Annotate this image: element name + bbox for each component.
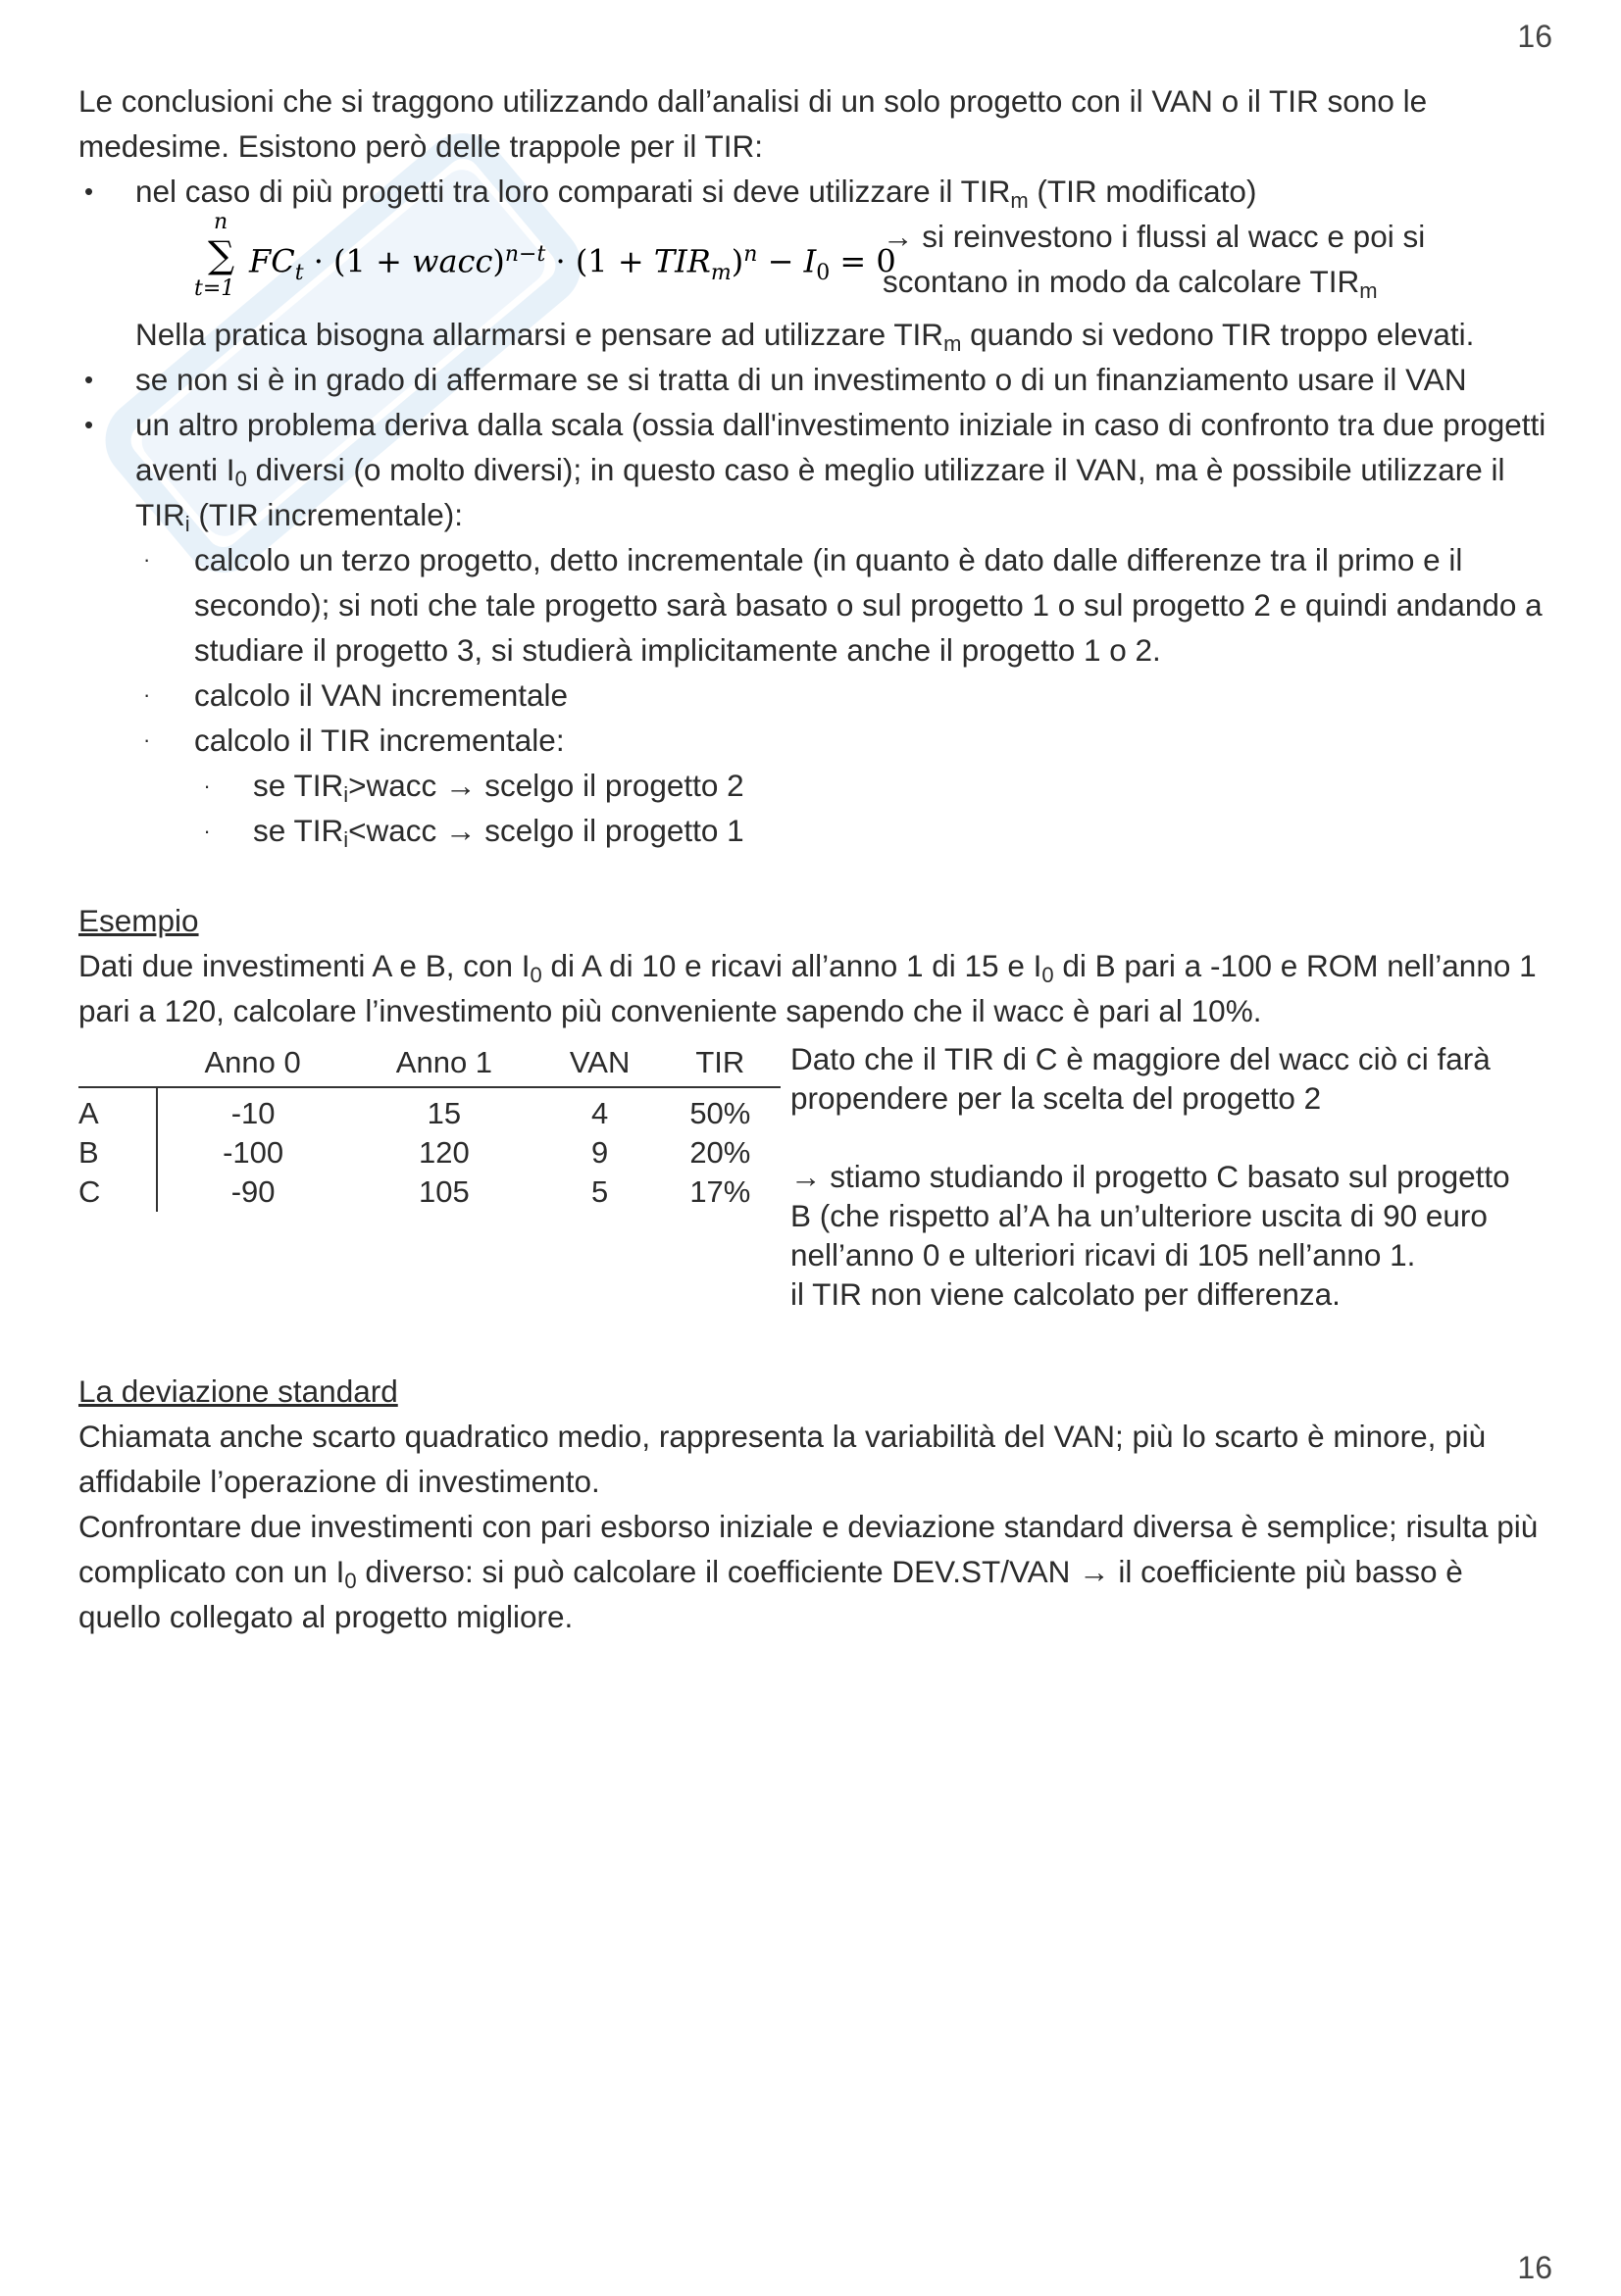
bullet-dot: · xyxy=(143,682,151,707)
table-row xyxy=(78,1087,781,1133)
table-cell: 105 xyxy=(419,1174,470,1209)
table-cell: 17% xyxy=(689,1174,751,1209)
row-label: A xyxy=(78,1087,157,1133)
formula-block xyxy=(78,210,1549,312)
table-cell: 15 xyxy=(427,1096,462,1130)
intro-paragraph: Le conclusioni che si traggono utilizzando dall’analisi di un solo progetto con il VAN o il TIR sono le medesime. Esistono però delle trappole per il TIR: xyxy=(78,83,1428,164)
bullet-tir-modified: • nel caso di più progetti tra loro comparati si deve utilizzare il $TIR_m$ (TIR modificato) xyxy=(78,169,1549,214)
table-cell: 9 xyxy=(591,1135,609,1170)
rule-choose-project-2: . se $TIR_i>wacc \to scelgo$ il progetto 2 xyxy=(78,763,1549,808)
table-header-blank xyxy=(78,1039,157,1087)
example-explanation: Dato che il TIR di C è maggiore del wacc ciò ci farà propendere per la scelta del progetto 2 → stiamo studiando il progetto C basato sul progetto B (che rispetto al’A ha un’ulteriore uscita di 90 euro nell’anno 0 e ulteriori ricavi di 105 nell’anno 1. il TIR non viene calcolato per differenza. xyxy=(790,1041,1510,1312)
table-header-row xyxy=(78,1039,781,1087)
practice-note: Nella pratica bisogna allarmarsi e pensare ad utilizzare $TIR_m$ quando si vedono TIR troppo elevati. xyxy=(135,317,1475,356)
sub-bullet-van-incremental: · calcolo il VAN incrementale xyxy=(78,673,1549,718)
table-cell: 20% xyxy=(689,1135,751,1170)
example-block xyxy=(78,1039,1549,1333)
bullet-dot: • xyxy=(84,410,94,439)
table-header-cell: Anno 0 xyxy=(157,1039,348,1087)
sub-bullet-third-project: · calcolo un terzo progetto, detto incrementale (in quanto è dato dalle differenze tra il primo e il secondo); si noti che tale progetto sarà basato o sul progetto 1 o sul progetto 2 e quindi andando a studiare il progetto 3, si studierà implicitamente anche il progetto 1 o 2. xyxy=(78,537,1549,673)
table-cell: -10 xyxy=(230,1096,276,1130)
tir-m-formula: n ∑ t=1 $FC_t \cdot (1$ + wacc)$^{n-t}$ · $(1 + TIR_m)^n - I_0 = 0$ xyxy=(194,210,896,301)
bullet-dot: • xyxy=(84,365,94,394)
table-header-cell: Anno 1 xyxy=(348,1039,539,1087)
bullet-scale-problem: • un altro problema deriva dalla scala (ossia dall'investimento iniziale in caso di confronto tra due progetti aventi $I_0$ diversi (o molto diversi); in questo caso è meglio utilizzare il VAN, ma è possibile utilizzare il $TIR_i$ (TIR incrementale): xyxy=(78,402,1549,537)
rule-choose-project-1: . se $TIR_i<wacc \to scelgo$ il progetto 1 xyxy=(78,808,1549,853)
bullet-van-vs-financing: • se non si è in grado di affermare se si tratta di un investimento o di un finanziamento usare il VAN xyxy=(78,357,1549,402)
row-label: B xyxy=(78,1133,157,1173)
bullet-dot: · xyxy=(143,727,151,752)
page-number-top: 16 xyxy=(1517,19,1552,54)
dev-paragraph-2: Confrontare due investimenti con pari esborso iniziale e deviazione standard diversa è semplice; risulta più complicato con un $I_0$ diverso: si può calcolare il coefficiente DEV.ST/VAN → il coefficiente più basso è quello collegato al progetto migliore. xyxy=(78,1509,1539,1634)
bullet-dot: . xyxy=(204,769,211,793)
bullet-dot: · xyxy=(143,547,151,572)
table-cell: 50% xyxy=(689,1096,751,1130)
dev-heading: La deviazione standard xyxy=(78,1373,398,1409)
example-heading: Esempio xyxy=(78,903,199,938)
table-cell: -90 xyxy=(230,1174,276,1209)
row-label: C xyxy=(78,1173,157,1212)
bullet-dot: • xyxy=(84,176,94,206)
dev-paragraph-1: Chiamata anche scarto quadratico medio, rappresenta la variabilità del VAN; più lo scarto è minore, più affidabile l’operazione di investimento. xyxy=(78,1419,1487,1499)
table-row xyxy=(78,1133,781,1173)
sub-bullet-tir-incremental: · calcolo il TIR incrementale: xyxy=(78,718,1549,763)
formula-note: → si reinvestono i flussi al wacc e poi si scontano in modo da calcolare $TIR_m$ xyxy=(883,219,1426,303)
table-cell: 4 xyxy=(591,1096,609,1130)
table-cell: -100 xyxy=(223,1135,284,1170)
example-text: Dati due investimenti A e B, con $I_0$ di A di 10 e ricavi all’anno 1 di 15 e $I_0$ di B pari a -100 e ROM nell’anno 1 pari a 120, calcolare l’investimento più conveniente sapendo che il wacc è pari al 10%. xyxy=(78,948,1537,1028)
table-cell: 5 xyxy=(591,1174,609,1209)
page-number-bottom: 16 xyxy=(1517,2250,1552,2285)
bullet-dot: . xyxy=(204,814,211,838)
table-cell: 120 xyxy=(419,1135,470,1170)
investment-table xyxy=(78,1039,781,1212)
table-header-cell: TIR xyxy=(660,1039,781,1087)
table-row xyxy=(78,1173,781,1212)
table-header-cell: VAN xyxy=(540,1039,660,1087)
